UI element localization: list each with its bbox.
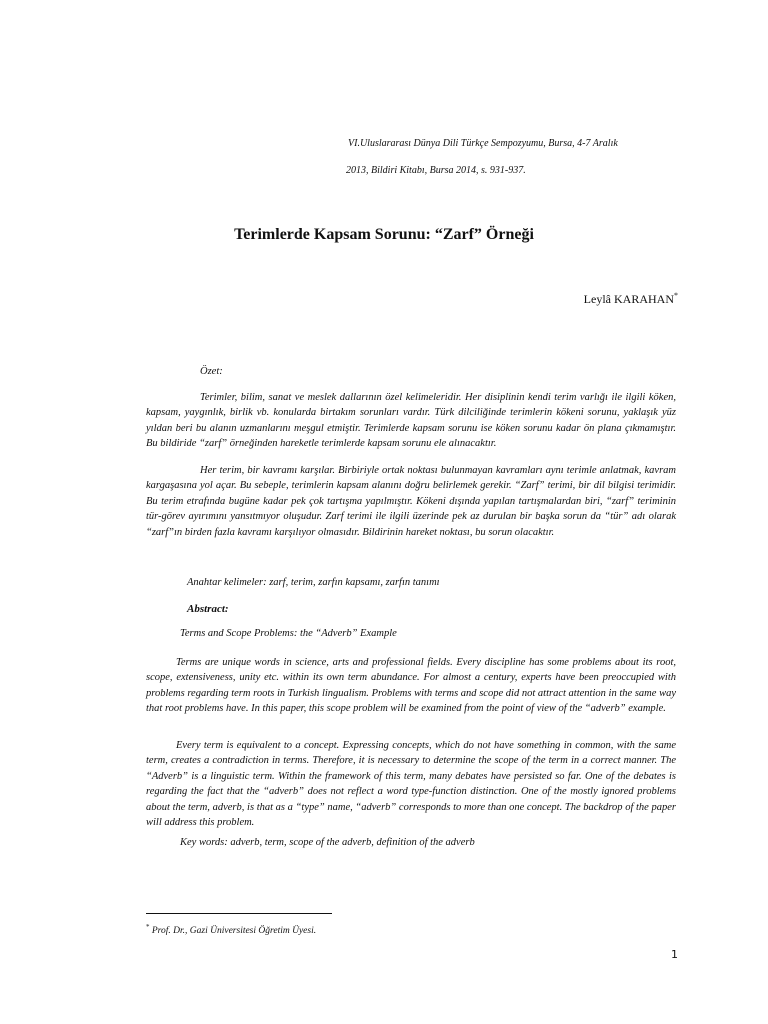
abstract-paragraph-1: Terms are unique words in science, arts and professional fields. Every discipline has some problems about its root, scope, extensiveness, unity etc. within its own term abundance. For almost a century, experts have been preoccupied with problems regarding term roots in Turkish lingualism. Problems with terms and scope did not attract attention in the same way that root problems have. In this paper, this scope problem will be examined from the point of view of the “adverb” example. bbox=[146, 657, 676, 715]
header-citation-line-1: VI.Uluslararası Dünya Dili Türkçe Sempozyumu, Bursa, 4-7 Aralık bbox=[348, 138, 618, 149]
ozet-paragraph-2: Her terim, bir kavramı karşılar. Birbiriyle ortak noktası bulunmayan kavramları aynı terimle anlatmak, kavram kargaşasına yol açar. Bu sebeple, terimlerin kapsam alanını doğru belirlemek gerekir. “Zarf” terimi, bir dil bilgisi terimidir. Bu terim etrafında bugüne kadar pek çok tartışma yapılmıştır. Kökeni dışında yapılan tartışmalardan biri, “zarf” teriminin tür-görev ayırımını yansıtmıyor oluşudur. Zarf terimi ile ilgili üzerinde pek az durulan bir başka sorun da “tür” adı olarak “zarf”ın birden fazla kavramı karşılıyor olmasıdır. Bildirinin hareket noktası, bu sorun olacaktır. bbox=[146, 465, 676, 538]
paper-title: Terimlerde Kapsam Sorunu: “Zarf” Örneği bbox=[234, 226, 534, 243]
abstract-paragraph-2: Every term is equivalent to a concept. Expressing concepts, which do not have something in common, with the same term, creates a contradiction in terms. Therefore, it is necessary to determine the scope of the term in a correct manner. The “Adverb” is a linguistic term. Within the framework of this term, many debates have persisted so far. One of the debates is regarding the fact that the “adverb” does not reflect a word type-function distinction. One of the mostly ignored problems about the term, adverb, is that as a “type” name, “adverb” corresponds to more than one concept. The backdrop of the paper will address this problem. bbox=[146, 740, 676, 829]
abstract-title: Terms and Scope Problems: the “Adverb” Example bbox=[180, 628, 397, 639]
author bbox=[584, 291, 678, 307]
turkish-keywords: Anahtar kelimeler: zarf, terim, zarfın kapsamı, zarfın tanımı bbox=[187, 577, 440, 588]
author-name: Leylâ KARAHAN bbox=[583, 292, 674, 306]
page-number: 1 bbox=[671, 948, 678, 961]
author-footnote-mark: * bbox=[674, 291, 678, 300]
footnote-mark: * bbox=[146, 923, 150, 931]
footnote-divider bbox=[146, 913, 332, 914]
english-keywords: Key words: adverb, term, scope of the adverb, definition of the adverb bbox=[180, 837, 475, 848]
abstract-label: Abstract: bbox=[187, 603, 229, 615]
footnote-text: Prof. Dr., Gazi Üniversitesi Öğretim Üyesi. bbox=[151, 926, 317, 937]
ozet-label: Özet: bbox=[200, 366, 223, 377]
ozet-paragraph-1: Terimler, bilim, sanat ve meslek dallarının özel kelimeleridir. Her disiplinin kendi terim varlığı ile ilgili köken, kapsam, yaygınlık, birlik vb. konularda birtakım sorunları vardır. Türk dilciliğinde terimlerin kökeni sorunu, yaklaşık yüz yıldan beri bu alanın uzmanlarını meşgul etmiştir. Terimlerde kapsam sorunu ise köken sorunu kadar ön plana çıkmamıştır. Bu bildiride “zarf” örneğinden hareketle terimlerde kapsam sorunu ele alınacaktır. bbox=[146, 392, 676, 450]
footnote bbox=[146, 923, 316, 936]
header-citation-line-2: 2013, Bildiri Kitabı, Bursa 2014, s. 931-937. bbox=[346, 165, 526, 176]
